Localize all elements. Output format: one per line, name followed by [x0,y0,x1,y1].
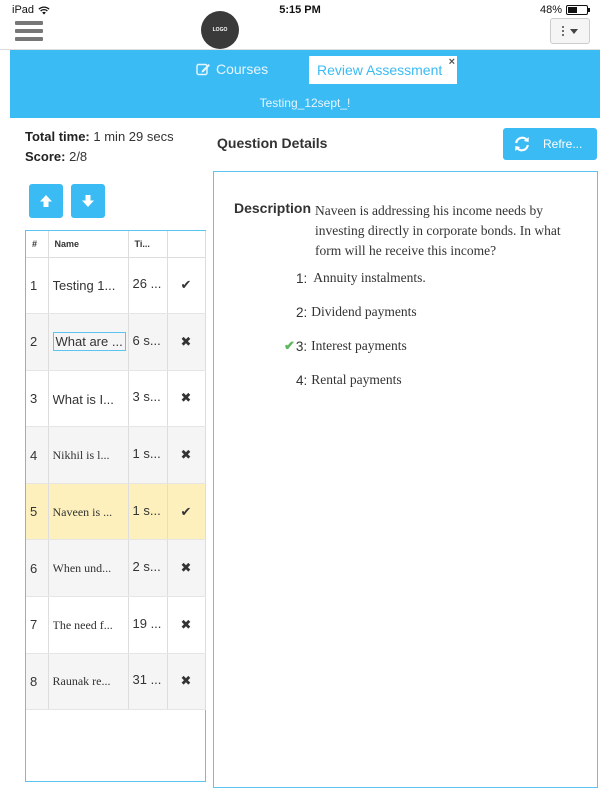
cross-icon: ✖ [167,314,205,371]
arrow-up-icon [38,193,54,209]
row-name: Testing 1... [52,278,116,294]
question-details-panel [213,171,598,788]
description-text: Naveen is addressing his income needs by investing directly in corporate bonds. In what form will he receive this income? [315,203,561,258]
assessment-summary [25,127,174,167]
row-name-cell [48,597,128,654]
answer-option-2 [296,304,417,320]
option-text: Interest payments [311,338,407,353]
row-time-cell [128,257,167,314]
row-number: 2 [26,314,48,371]
row-time-cell [128,427,167,484]
row-time-cell [128,483,167,540]
table-header-row [26,231,205,257]
table-row[interactable] [26,257,205,314]
tab-review-label: Review Assessment [317,62,443,78]
device-label: iPad [12,4,35,16]
row-number: 7 [26,597,48,654]
row-name-cell [48,653,128,710]
column-header-name[interactable]: Name [48,231,128,257]
table-row[interactable] [26,597,205,654]
hamburger-menu-icon[interactable] [15,21,43,43]
option-number: 3: [295,338,308,354]
cross-icon: ✖ [167,540,205,597]
battery-percent: 48% [539,4,562,16]
tab-courses[interactable] [196,61,268,77]
answer-option-4 [296,372,402,388]
logo: LOGO [201,11,239,49]
row-number: 1 [26,257,48,314]
tab-courses-label: Courses [216,61,269,77]
row-name-cell [48,314,128,371]
row-name: What are ... [53,332,126,351]
option-number: 2: [296,304,308,320]
total-time-value: 1 min 29 secs [93,129,174,144]
tab-review-assessment[interactable] [309,56,457,84]
row-name-cell [48,540,128,597]
answer-option-3-correct [284,338,407,354]
kebab-icon [562,26,564,36]
row-time-cell [128,370,167,427]
option-text: Annuity instalments. [313,270,426,285]
move-down-button[interactable] [71,184,105,218]
row-time: 1 s... [132,502,161,518]
row-name: When und... [52,561,112,576]
row-time: 2 s... [132,559,161,575]
column-header-time[interactable]: Ti... [128,231,167,257]
check-icon: ✔ [167,483,205,540]
refresh-button[interactable] [503,128,597,160]
row-name: Raunak re... [52,674,111,689]
assessment-subtitle: Testing_12sept_! [259,96,351,110]
refresh-label: Refre... [543,137,583,151]
row-number: 4 [26,427,48,484]
description-label: Description [234,200,312,216]
edit-icon [196,62,211,76]
table-row[interactable] [26,370,205,427]
row-number: 6 [26,540,48,597]
option-text: Dividend payments [311,304,417,319]
score-value: 2/8 [69,149,88,164]
table-row-selected[interactable] [26,483,205,540]
row-time: 1 s... [132,446,161,462]
row-time: 6 s... [132,332,161,348]
table-row[interactable] [26,314,205,371]
cross-icon: ✖ [167,370,205,427]
option-number: 1: [296,270,308,286]
row-number: 5 [26,483,48,540]
arrow-down-icon [80,193,96,209]
row-number: 8 [26,653,48,710]
chevron-down-icon [570,29,578,34]
row-time: 3 s... [132,389,161,405]
check-icon: ✔ [284,338,295,353]
score-label: Score: [25,149,66,164]
row-name-cell [48,257,128,314]
row-name-cell [48,370,128,427]
option-text: Rental payments [311,372,402,387]
option-number: 4: [296,372,308,388]
total-time-label: Total time: [25,129,90,144]
cross-icon: ✖ [167,427,205,484]
table-row[interactable] [26,653,205,710]
column-header-number[interactable]: # [26,231,48,257]
row-time-cell [128,314,167,371]
cross-icon: ✖ [167,597,205,654]
section-title: Question Details [217,135,328,151]
battery-icon [566,5,588,15]
refresh-icon [513,136,531,152]
row-name: Nikhil is l... [52,448,110,463]
row-time-cell [128,540,167,597]
cross-icon: ✖ [167,653,205,710]
table-row[interactable] [26,427,205,484]
row-name-cell [48,427,128,484]
total-time-line [25,127,174,147]
table-row[interactable] [26,540,205,597]
row-time-cell [128,653,167,710]
row-time-cell [128,597,167,654]
row-name-cell [48,483,128,540]
close-icon[interactable]: × [448,56,455,68]
row-time: 26 ... [132,276,162,292]
answer-option-1 [296,270,426,286]
row-name: The need f... [52,617,113,632]
row-name: What is I... [52,391,114,407]
clock: 5:15 PM [279,4,321,16]
score-line [25,147,174,167]
course-nav-bar [10,50,600,118]
row-time: 31 ... [132,672,162,688]
check-icon: ✔ [167,257,205,314]
question-table [25,230,206,782]
column-header-status [167,231,205,257]
status-bar [0,0,600,22]
row-time: 19 ... [132,615,162,631]
move-up-button[interactable] [29,184,63,218]
row-number: 3 [26,370,48,427]
row-name: Naveen is ... [52,504,113,519]
